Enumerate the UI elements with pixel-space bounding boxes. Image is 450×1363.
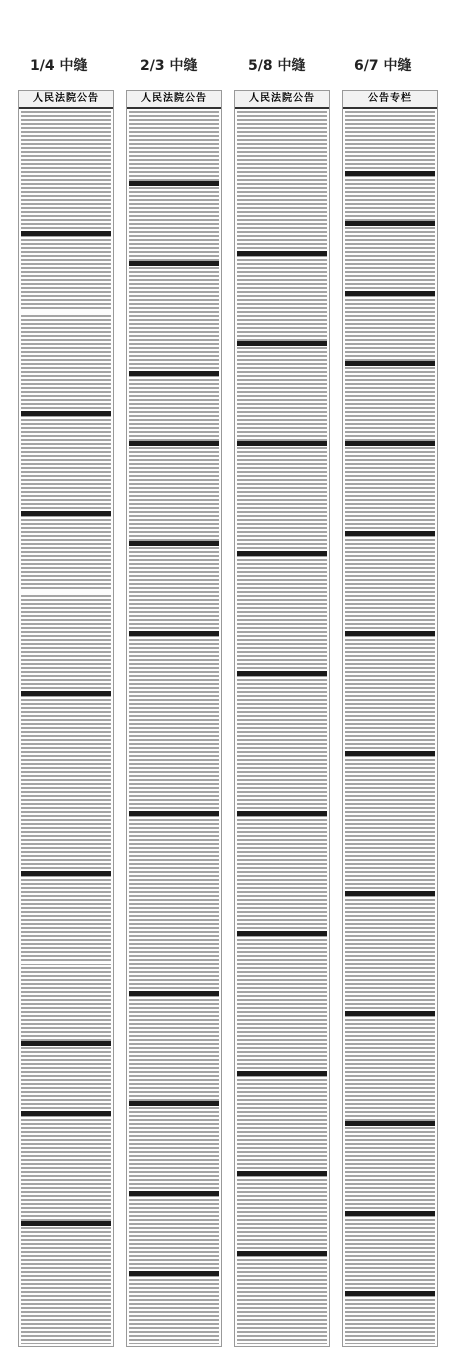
column-header: 人民法院公告 [235,91,329,109]
newspaper-column-2 [126,90,222,1347]
column-text-block [237,111,327,1344]
column-label-1: 1/4 中缝 [30,58,88,74]
column-label-2: 2/3 中缝 [140,58,198,74]
column-header: 公告专栏 [343,91,437,109]
column-text-block [129,111,219,1344]
column-header: 人民法院公告 [19,91,113,109]
column-header: 人民法院公告 [127,91,221,109]
newspaper-column-4 [342,90,438,1347]
column-text-block [345,111,435,1344]
column-text-block [21,111,111,1344]
column-label-3: 5/8 中缝 [248,58,306,74]
newspaper-column-3 [234,90,330,1347]
column-label-4: 6/7 中缝 [354,58,412,74]
newspaper-column-1 [18,90,114,1347]
